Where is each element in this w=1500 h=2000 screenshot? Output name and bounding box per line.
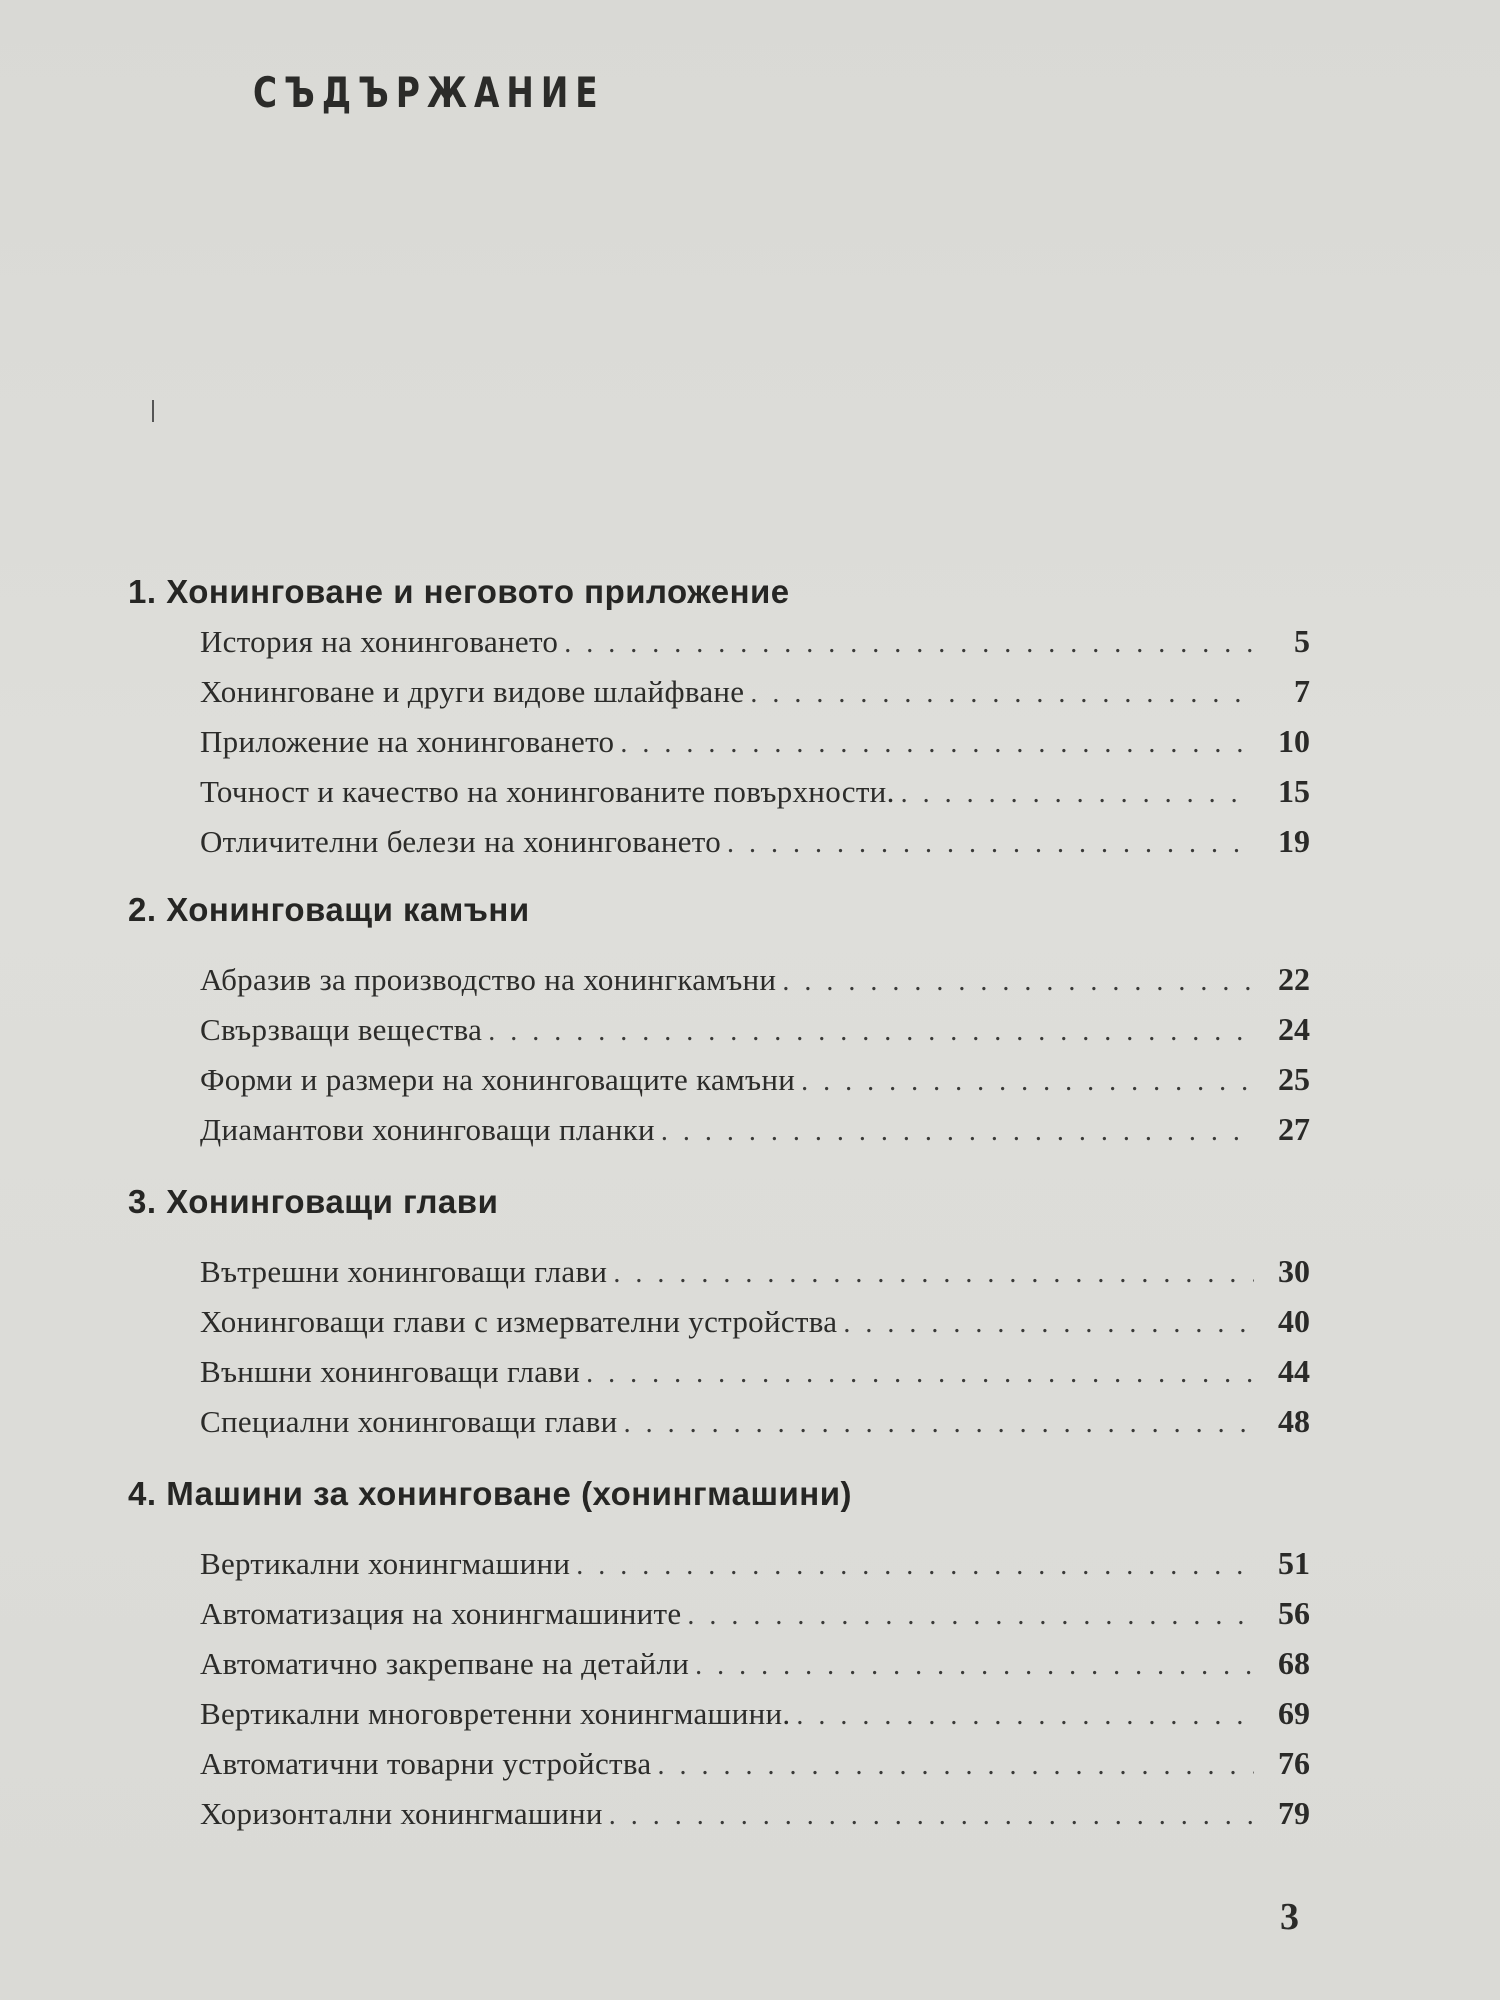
entry-title: Автоматично закрепване на детайли <box>200 1646 690 1681</box>
entry-title: Автоматизация на хонингмашините <box>200 1596 682 1631</box>
page-title: СЪДЪРЖАНИЕ <box>253 68 605 117</box>
entry-title: Специални хонинговащи глави <box>200 1404 618 1439</box>
dot-leader <box>721 819 1254 869</box>
toc-entry <box>200 1004 1310 1054</box>
spacer <box>128 1518 1310 1538</box>
toc-entry <box>200 1688 1310 1738</box>
spacer <box>128 1226 1310 1246</box>
dot-leader <box>570 1541 1254 1591</box>
toc-entry <box>200 1638 1310 1688</box>
entry-title: Хоризонтални хонингмашини <box>200 1796 603 1831</box>
toc-entry <box>200 1104 1310 1154</box>
entry-page: 68 <box>1278 1645 1310 1681</box>
entry-page: 27 <box>1278 1111 1310 1147</box>
entry-title: Диамантови хонинговащи планки <box>200 1112 655 1147</box>
entry-page: 5 <box>1294 623 1310 659</box>
chapter-heading: 4. Машини за хонинговане (хонингмашини) <box>128 1475 852 1512</box>
dot-leader <box>651 1741 1254 1791</box>
toc-entry <box>200 766 1310 816</box>
entry-title: Отличителни белези на хонинговането <box>200 824 722 859</box>
spacer <box>128 934 1310 954</box>
entry-title: Вертикални хонингмашини <box>200 1546 571 1581</box>
dot-leader <box>681 1591 1254 1641</box>
chapter-heading: 2. Хонинговащи камъни <box>128 891 530 928</box>
entry-page: 24 <box>1278 1011 1310 1047</box>
entry-page: 22 <box>1278 961 1310 997</box>
toc-entry <box>200 954 1310 1004</box>
dot-leader <box>614 719 1254 769</box>
toc-entry <box>200 816 1310 866</box>
dot-leader <box>618 1399 1254 1449</box>
print-mark <box>152 400 154 422</box>
dot-leader <box>482 1007 1254 1057</box>
entry-page: 40 <box>1278 1303 1310 1339</box>
entry-page: 10 <box>1278 723 1310 759</box>
chapter-heading: 1. Хонинговане и неговото приложение <box>128 573 790 610</box>
entry-title: Хонинговане и други видове шлайфване <box>200 674 745 709</box>
entry-page: 51 <box>1278 1545 1310 1581</box>
toc-entry <box>200 1296 1310 1346</box>
dot-leader <box>580 1349 1254 1399</box>
spacer <box>128 1446 1310 1470</box>
toc-entry <box>200 1588 1310 1638</box>
entry-page: 19 <box>1278 823 1310 859</box>
entry-page: 56 <box>1278 1595 1310 1631</box>
toc-entry <box>200 1738 1310 1788</box>
toc-entry <box>200 716 1310 766</box>
entry-title: Автоматични товарни устройства <box>200 1746 652 1781</box>
entry-page: 25 <box>1278 1061 1310 1097</box>
chapter-4 <box>128 1470 1310 1838</box>
dot-leader <box>689 1641 1254 1691</box>
entry-title: Вътрешни хонинговащи глави <box>200 1254 608 1289</box>
entry-page: 7 <box>1294 673 1310 709</box>
entry-title: Хонинговащи глави с измервателни устройства <box>200 1304 838 1339</box>
entry-page: 15 <box>1278 773 1310 809</box>
toc-entry <box>200 666 1310 716</box>
entry-page: 44 <box>1278 1353 1310 1389</box>
entry-page: 30 <box>1278 1253 1310 1289</box>
chapter-2 <box>128 886 1310 1154</box>
spacer <box>128 1154 1310 1178</box>
dot-leader <box>776 957 1254 1007</box>
entry-title: Вертикални многовретенни хонингмашини. <box>200 1696 791 1731</box>
dot-leader <box>558 619 1254 669</box>
chapter-1 <box>128 568 1310 866</box>
entry-title: Външни хонинговащи глави <box>200 1354 581 1389</box>
entry-title: Абразив за производство на хонингкамъни <box>200 962 777 997</box>
spacer <box>128 866 1310 886</box>
toc-entry <box>200 1788 1310 1838</box>
dot-leader <box>895 769 1254 819</box>
chapter-heading: 3. Хонинговащи глави <box>128 1183 499 1220</box>
page-number: 3 <box>1280 1896 1299 1938</box>
dot-leader <box>603 1791 1254 1841</box>
toc-entry <box>200 616 1310 666</box>
toc-entry <box>200 1246 1310 1296</box>
entry-title: Форми и размери на хонинговащите камъни <box>200 1062 796 1097</box>
chapter-3 <box>128 1178 1310 1446</box>
dot-leader <box>837 1299 1254 1349</box>
entry-page: 79 <box>1278 1795 1310 1831</box>
dot-leader <box>795 1057 1254 1107</box>
entry-page: 69 <box>1278 1695 1310 1731</box>
toc-entry <box>200 1346 1310 1396</box>
dot-leader <box>655 1107 1254 1157</box>
entry-page: 76 <box>1278 1745 1310 1781</box>
entry-title: Свързващи вещества <box>200 1012 483 1047</box>
dot-leader <box>607 1249 1254 1299</box>
entry-title: Точност и качество на хонингованите повърхности. <box>200 774 895 809</box>
entry-title: Приложение на хонинговането <box>200 724 615 759</box>
toc-entry <box>200 1396 1310 1446</box>
dot-leader <box>790 1691 1254 1741</box>
entry-title: История на хонинговането <box>200 624 559 659</box>
table-of-contents <box>128 568 1310 1838</box>
toc-entry <box>200 1538 1310 1588</box>
entry-page: 48 <box>1278 1403 1310 1439</box>
dot-leader <box>744 669 1254 719</box>
toc-entry <box>200 1054 1310 1104</box>
